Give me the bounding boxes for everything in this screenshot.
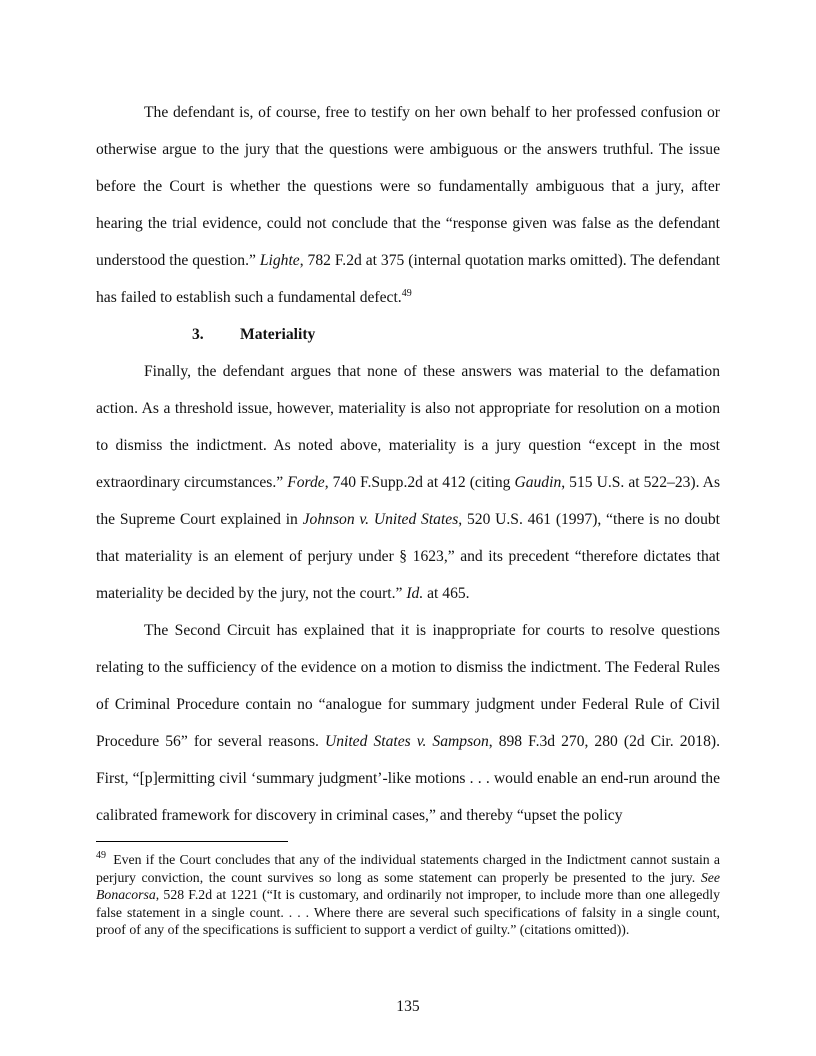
body-text: [96, 94, 720, 834]
text-run: The defendant is, of course, free to testify on her own behalf to her professed confusion or otherwise argue to the jury that the questions were ambiguous or the answers truthful. The issue before the Court is whether the questions were so fundamentally ambiguous that a jury, after hearing the trial evidence, could not conclude that the “response given was false as the defendant understood the question.”: [96, 104, 720, 269]
text-run: , 782 F.2d at 375 (internal quotation marks omitted). The defendant has failed to establish such a fundamental defect.: [96, 252, 720, 306]
italic-citation: Id.: [406, 585, 424, 602]
section-heading: [96, 316, 720, 353]
document-page: [96, 0, 720, 1056]
footnote-number: 49: [96, 850, 106, 862]
page-number: 135: [396, 998, 420, 1015]
paragraph-3: [96, 612, 720, 834]
paragraph-1: [96, 94, 720, 316]
italic-citation: Forde: [287, 474, 325, 491]
italic-citation: See Bonacorsa: [96, 869, 720, 902]
text-run: The Second Circuit has explained that it is inappropriate for courts to resolve questions relating to the sufficiency of the evidence on a motion to dismiss the indictment. The Federal Rules of Criminal Procedure contain no “analogue for summary judgment under Federal Rule of Civil Procedure 56” for several reasons.: [96, 622, 720, 750]
footnote-text: [96, 852, 720, 937]
italic-citation: United States v. Sampson: [324, 733, 489, 750]
italic-citation: Gaudin: [514, 474, 562, 491]
section-title: Materiality: [240, 326, 316, 343]
paragraph-2: [96, 353, 720, 612]
italic-citation: Lighte: [259, 252, 300, 269]
text-run: at 465.: [423, 585, 470, 602]
text-run: , 740 F.Supp.2d at 412 (citing: [324, 474, 515, 491]
text-run: , 515 U.S. at 522–23). As the Supreme Court explained in: [96, 474, 721, 528]
section-number: 3.: [192, 326, 204, 343]
text-run: Finally, the defendant argues that none of these answers was material to the defamation action. As a threshold issue, however, materiality is also not appropriate for resolution on a motion to dismiss the indictment. As noted above, materiality is a jury question “except in the most extraordinary circumstances.”: [96, 363, 720, 491]
italic-citation: Johnson v. United States: [302, 511, 459, 528]
footnote-reference: 49: [401, 287, 412, 299]
text-run: Even if the Court concludes that any of the individual statements charged in the Indictment cannot sustain a perjury conviction, the count survives so long as some statement can properly be presented to the jury.: [96, 852, 720, 885]
text-run: , 528 F.2d at 1221 (“It is customary, and ordinarily not improper, to include more than one allegedly false statement in a single count. . . . Where there are several such specifications of falsity in a single count, proof of any of the specifications is sufficient to support a verdict of guilty.” (citations omitted)).: [96, 887, 720, 937]
text-run: , 898 F.3d 270, 280 (2d Cir. 2018). First, “[p]ermitting civil ‘summary judgment’-like motions . . . would enable an end-run around the calibrated framework for discovery in criminal cases,” and thereby “upset the policy: [96, 733, 720, 824]
footnote-divider: [96, 841, 288, 842]
footnote: [96, 851, 720, 939]
text-run: , 520 U.S. 461 (1997), “there is no doubt that materiality is an element of perjury under § 1623,” and its precedent “therefore dictates that materiality be decided by the jury, not the court.”: [96, 511, 720, 602]
